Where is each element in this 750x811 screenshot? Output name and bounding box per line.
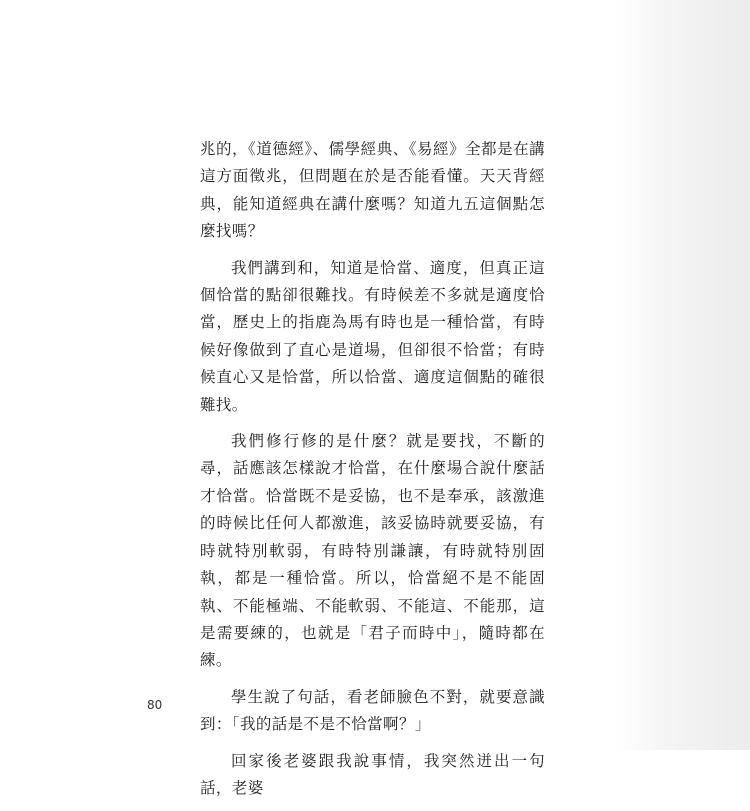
paragraph-1: 兆的，《道德經》、儒學經典、《易經》全都是在講這方面徵兆，但問題在於是否能看懂。天天背經典，能知道經典在講什麼嗎？知道九五這個點怎麼找嗎？	[200, 140, 545, 241]
paragraph-2: 我們講到和，知道是恰當、適度，但真正這個恰當的點卻很難找。有時候差不多就是適度恰當，歷史上的指鹿為馬有時也是一種恰當，有時候好像做到了直心是道場，但卻很不恰當；有時候直心又是恰當，所以恰當、適度這個點的確很難找。	[200, 258, 545, 414]
paragraph-3: 我們修行修的是什麼？就是要找，不斷的尋，話應該怎樣說才恰當，在什麼場合說什麼話才恰當。恰當既不是妥協，也不是奉承，該激進的時候比任何人都激進，該妥協時就要妥協，有時就特別軟弱，有時特別謙讓，有時就特別固執，都是一種恰當。所以，恰當絕不是不能固執、不能極端、不能軟弱、不能這、不能那，這是需要練的，也就是「君子而時中」，隨時都在練。	[200, 432, 545, 670]
page-edge-shading	[615, 0, 750, 750]
page-number: 80	[147, 698, 163, 712]
paragraph-4: 學生說了句話，看老師臉色不對，就要意識到：「我的話是不是不恰當啊？」	[200, 687, 545, 734]
paragraph-5: 回家後老婆跟我說事情，我突然迸出一句話，老婆	[200, 751, 545, 797]
body-text	[200, 136, 545, 811]
